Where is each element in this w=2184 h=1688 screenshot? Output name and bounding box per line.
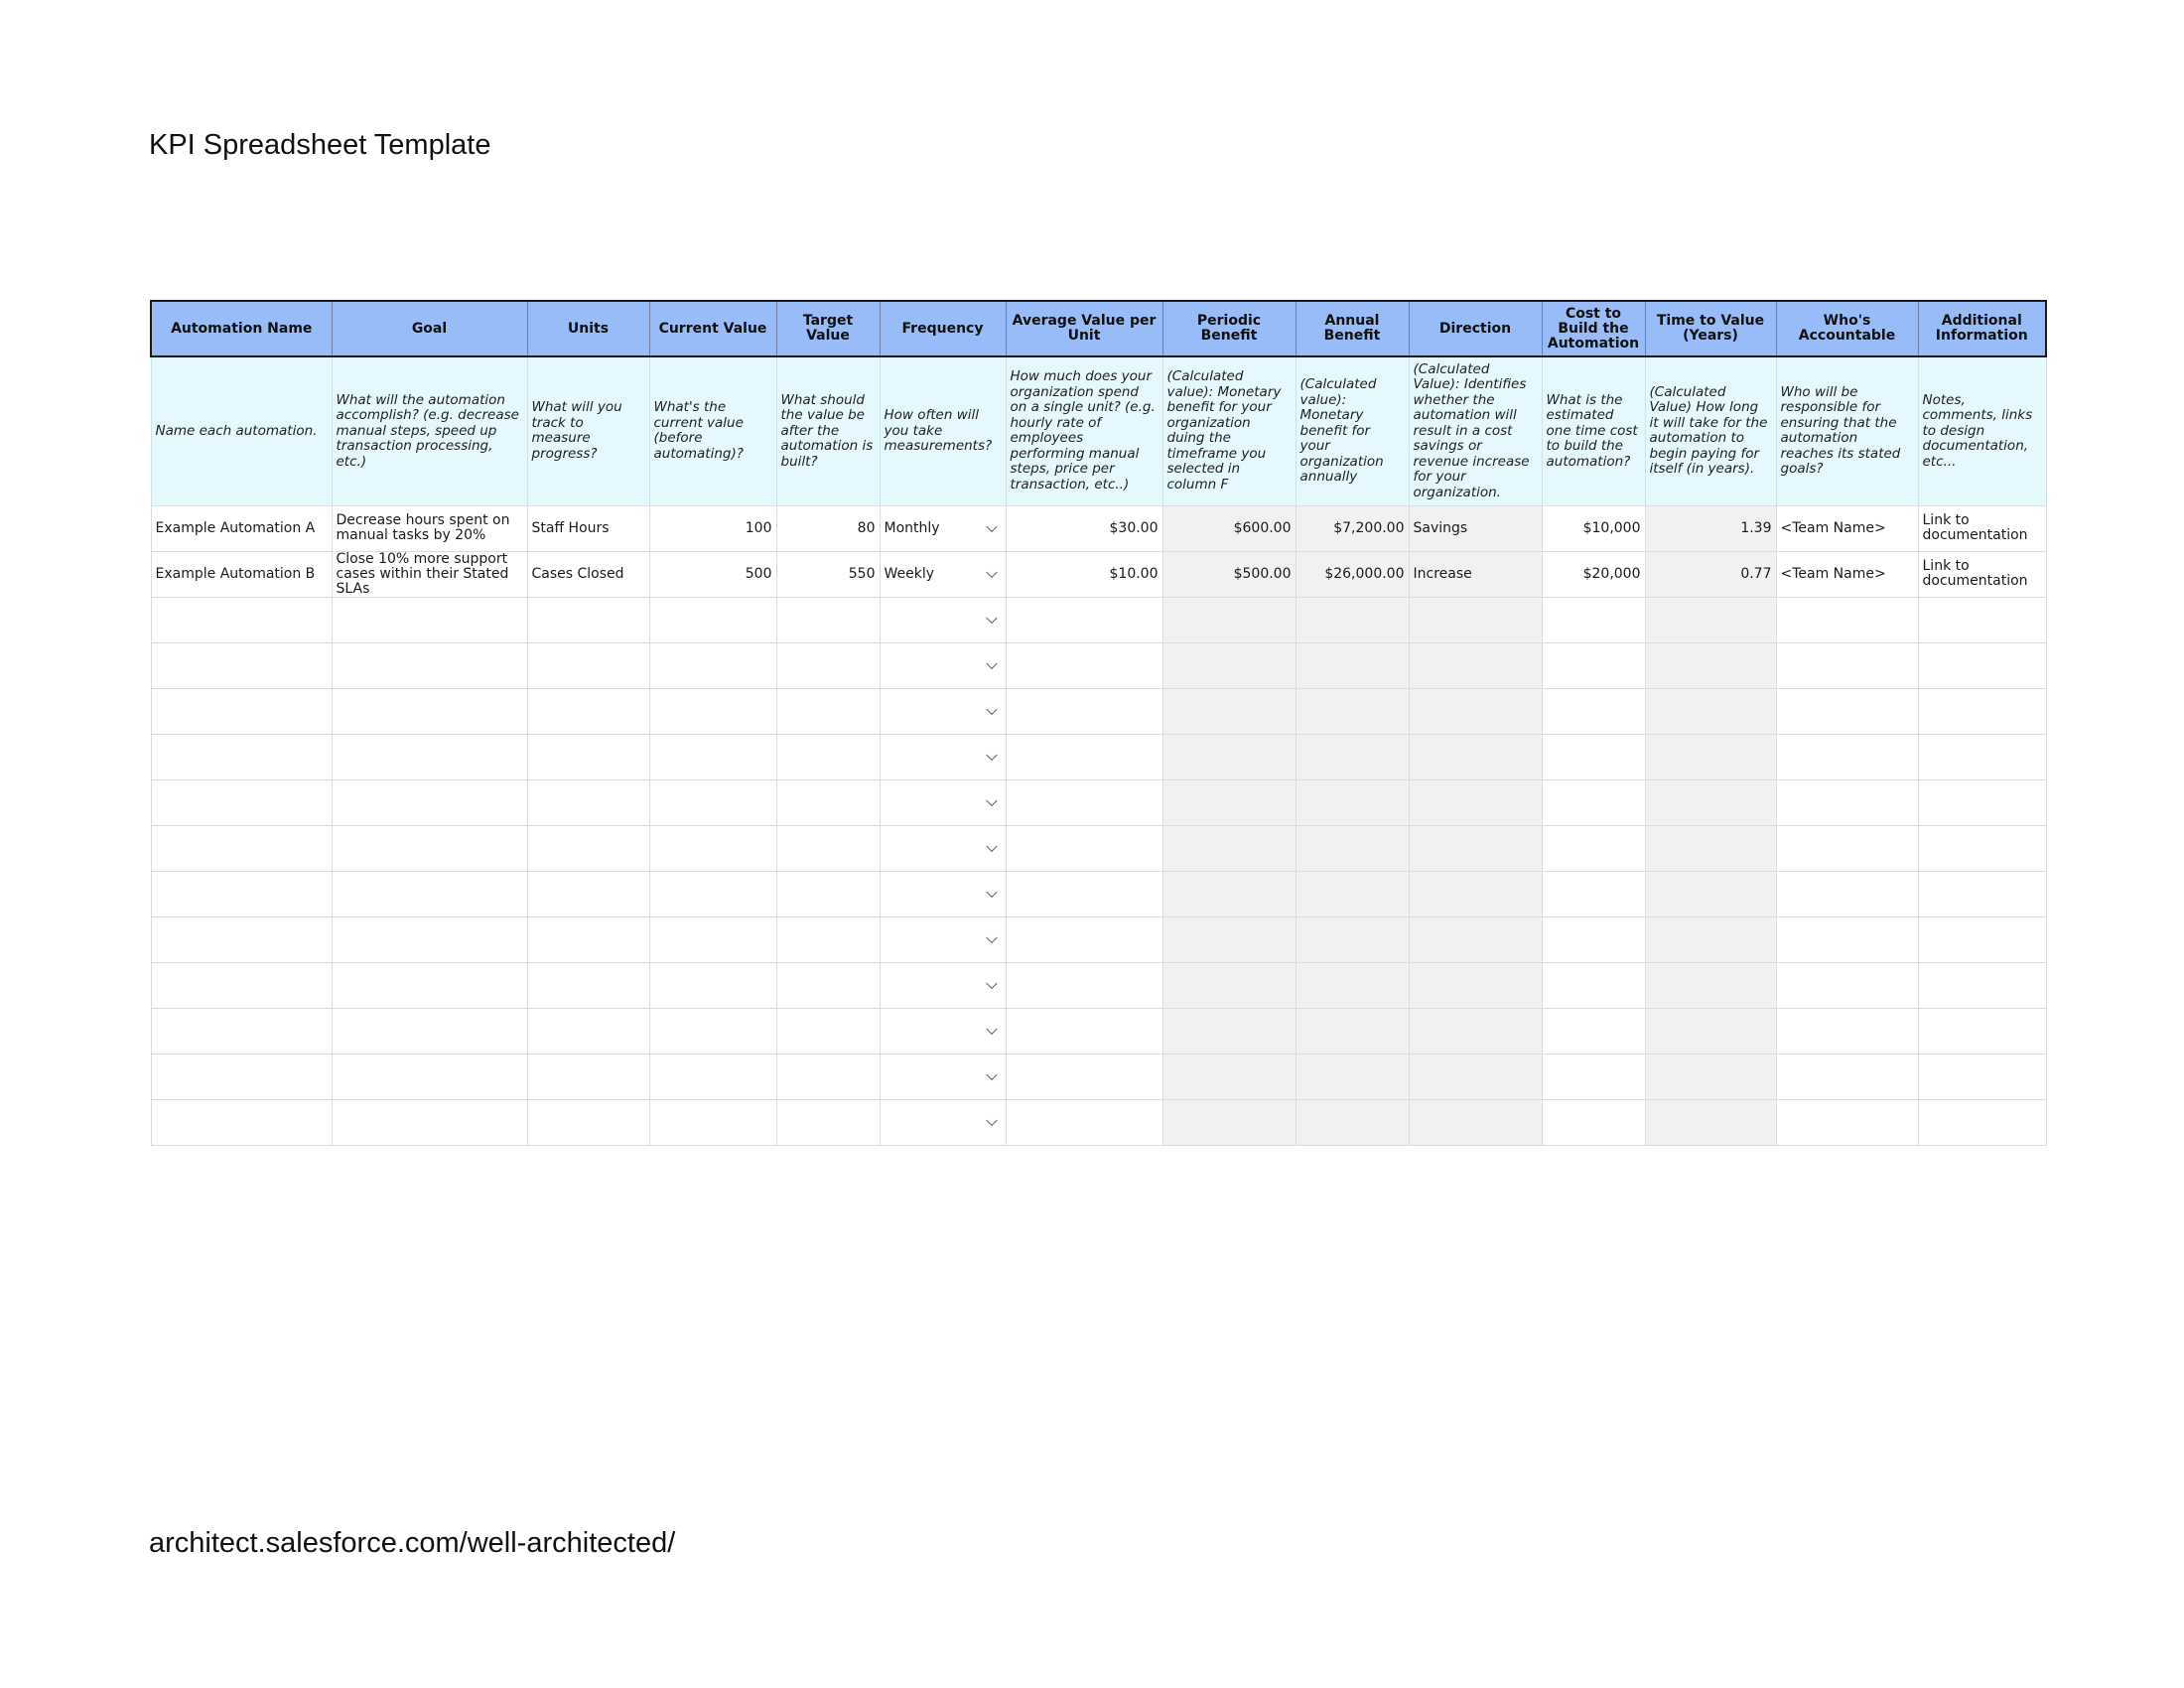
cell-cost-to-build-the-automation[interactable] xyxy=(1542,825,1645,871)
cell-periodic-benefit[interactable] xyxy=(1162,779,1296,825)
cell-who-s-accountable[interactable] xyxy=(1776,642,1918,688)
cell-units[interactable] xyxy=(527,825,649,871)
cell-time-to-value-years[interactable] xyxy=(1645,734,1776,779)
column-header-average-value-per-unit: Average Value per Unit xyxy=(1006,301,1162,356)
cell-units[interactable] xyxy=(527,779,649,825)
cell-current-value[interactable] xyxy=(649,688,776,734)
cell-periodic-benefit[interactable] xyxy=(1162,871,1296,916)
table-row xyxy=(151,505,2046,551)
frequency-dropdown[interactable] xyxy=(880,505,1006,551)
cell-average-value-per-unit[interactable] xyxy=(1006,916,1162,962)
description-cell-direction: (Calculated Value): Identifies whether the automation will result in a cost savings or revenue increase for your organization. xyxy=(1409,356,1542,505)
cell-target-value[interactable] xyxy=(776,642,880,688)
frequency-dropdown[interactable] xyxy=(880,871,1006,916)
cell-annual-benefit[interactable] xyxy=(1296,597,1409,642)
description-cell-time-to-value-years: (Calculated Value) How long it will take for the automation to begin paying for itself (in years). xyxy=(1645,356,1776,505)
table-row xyxy=(151,916,2046,962)
cell-periodic-benefit[interactable] xyxy=(1162,688,1296,734)
chevron-down-icon[interactable] xyxy=(986,1024,997,1035)
cell-cost-to-build-the-automation[interactable] xyxy=(1542,962,1645,1008)
cell-average-value-per-unit[interactable] xyxy=(1006,779,1162,825)
cell-goal[interactable] xyxy=(332,1008,527,1054)
cell-time-to-value-years[interactable] xyxy=(1645,642,1776,688)
description-cell-additional-information: Notes, comments, links to design documentation, etc... xyxy=(1918,356,2046,505)
chevron-down-icon[interactable] xyxy=(986,613,997,624)
frequency-dropdown[interactable] xyxy=(880,916,1006,962)
table-row xyxy=(151,642,2046,688)
cell-time-to-value-years[interactable] xyxy=(1645,1099,1776,1145)
cell-units[interactable] xyxy=(527,1054,649,1099)
cell-average-value-per-unit[interactable] xyxy=(1006,825,1162,871)
chevron-down-icon[interactable] xyxy=(986,658,997,669)
chevron-down-icon[interactable] xyxy=(986,932,997,943)
cell-automation-name[interactable] xyxy=(151,1099,332,1145)
cell-target-value[interactable] xyxy=(776,1099,880,1145)
description-cell-periodic-benefit: (Calculated value): Monetary benefit for your organization duing the timeframe you selected in column F xyxy=(1162,356,1296,505)
frequency-dropdown[interactable] xyxy=(880,779,1006,825)
cell-units[interactable] xyxy=(527,642,649,688)
cell-time-to-value-years[interactable] xyxy=(1645,962,1776,1008)
cell-who-s-accountable[interactable] xyxy=(1776,825,1918,871)
cell-direction[interactable] xyxy=(1409,916,1542,962)
frequency-value: Monthly xyxy=(884,519,940,536)
cell-cost-to-build-the-automation[interactable] xyxy=(1542,1054,1645,1099)
cell-units[interactable] xyxy=(527,597,649,642)
cell-cost-to-build-the-automation[interactable] xyxy=(1542,1099,1645,1145)
column-header-annual-benefit: Annual Benefit xyxy=(1296,301,1409,356)
cell-target-value[interactable] xyxy=(776,962,880,1008)
cell-additional-information[interactable]: Link to documentation xyxy=(1918,551,2046,597)
cell-time-to-value-years[interactable] xyxy=(1645,1054,1776,1099)
table-body xyxy=(151,356,2046,1145)
column-header-goal: Goal xyxy=(332,301,527,356)
cell-additional-information[interactable] xyxy=(1918,1008,2046,1054)
cell-who-s-accountable[interactable] xyxy=(1776,1008,1918,1054)
cell-time-to-value-years[interactable] xyxy=(1645,825,1776,871)
cell-who-s-accountable[interactable] xyxy=(1776,734,1918,779)
cell-annual-benefit[interactable] xyxy=(1296,1099,1409,1145)
cell-average-value-per-unit[interactable] xyxy=(1006,1054,1162,1099)
cell-current-value[interactable] xyxy=(649,1054,776,1099)
cell-current-value[interactable] xyxy=(649,642,776,688)
cell-additional-information[interactable] xyxy=(1918,688,2046,734)
cell-units[interactable]: Staff Hours xyxy=(527,505,649,551)
cell-periodic-benefit[interactable] xyxy=(1162,1008,1296,1054)
description-cell-average-value-per-unit: How much does your organization spend on a single unit? (e.g. hourly rate of employees performing manual steps, price per transaction, etc..) xyxy=(1006,356,1162,505)
cell-annual-benefit[interactable] xyxy=(1296,734,1409,779)
cell-current-value[interactable] xyxy=(649,779,776,825)
frequency-dropdown[interactable] xyxy=(880,734,1006,779)
cell-current-value[interactable] xyxy=(649,597,776,642)
cell-cost-to-build-the-automation[interactable] xyxy=(1542,597,1645,642)
cell-who-s-accountable[interactable] xyxy=(1776,962,1918,1008)
cell-automation-name[interactable] xyxy=(151,916,332,962)
cell-target-value[interactable]: 80 xyxy=(776,505,880,551)
cell-automation-name[interactable] xyxy=(151,779,332,825)
cell-automation-name[interactable] xyxy=(151,1008,332,1054)
frequency-dropdown[interactable] xyxy=(880,642,1006,688)
cell-automation-name[interactable] xyxy=(151,1054,332,1099)
description-cell-goal: What will the automation accomplish? (e.g. decrease manual steps, speed up transaction processing, etc.) xyxy=(332,356,527,505)
column-header-frequency: Frequency xyxy=(880,301,1006,356)
chevron-down-icon[interactable] xyxy=(986,841,997,852)
cell-target-value[interactable] xyxy=(776,916,880,962)
cell-periodic-benefit[interactable] xyxy=(1162,916,1296,962)
cell-annual-benefit[interactable] xyxy=(1296,642,1409,688)
table-row xyxy=(151,1054,2046,1099)
chevron-down-icon[interactable] xyxy=(986,887,997,898)
table-row xyxy=(151,688,2046,734)
cell-units[interactable] xyxy=(527,688,649,734)
cell-additional-information[interactable] xyxy=(1918,597,2046,642)
table-row xyxy=(151,825,2046,871)
cell-units[interactable] xyxy=(527,734,649,779)
cell-average-value-per-unit[interactable] xyxy=(1006,734,1162,779)
cell-average-value-per-unit[interactable]: $30.00 xyxy=(1006,505,1162,551)
table-row xyxy=(151,871,2046,916)
cell-goal[interactable] xyxy=(332,779,527,825)
table-row xyxy=(151,597,2046,642)
column-header-periodic-benefit: Periodic Benefit xyxy=(1162,301,1296,356)
cell-direction[interactable] xyxy=(1409,597,1542,642)
cell-cost-to-build-the-automation[interactable] xyxy=(1542,1008,1645,1054)
cell-goal[interactable] xyxy=(332,734,527,779)
cell-current-value[interactable] xyxy=(649,1008,776,1054)
chevron-down-icon[interactable] xyxy=(986,750,997,761)
table-row xyxy=(151,1099,2046,1145)
cell-additional-information[interactable] xyxy=(1918,642,2046,688)
cell-annual-benefit[interactable] xyxy=(1296,688,1409,734)
cell-annual-benefit[interactable] xyxy=(1296,962,1409,1008)
cell-goal[interactable] xyxy=(332,871,527,916)
frequency-dropdown[interactable] xyxy=(880,551,1006,597)
frequency-dropdown[interactable] xyxy=(880,825,1006,871)
cell-goal[interactable] xyxy=(332,916,527,962)
cell-current-value[interactable] xyxy=(649,871,776,916)
cell-target-value[interactable] xyxy=(776,734,880,779)
header-row xyxy=(151,301,2046,356)
cell-additional-information[interactable] xyxy=(1918,1099,2046,1145)
cell-periodic-benefit[interactable] xyxy=(1162,825,1296,871)
cell-direction[interactable] xyxy=(1409,779,1542,825)
cell-target-value[interactable] xyxy=(776,825,880,871)
cell-automation-name[interactable] xyxy=(151,825,332,871)
cell-direction[interactable] xyxy=(1409,825,1542,871)
cell-additional-information[interactable]: Link to documentation xyxy=(1918,505,2046,551)
cell-time-to-value-years[interactable]: 0.77 xyxy=(1645,551,1776,597)
frequency-dropdown[interactable] xyxy=(880,1054,1006,1099)
cell-additional-information[interactable] xyxy=(1918,779,2046,825)
cell-who-s-accountable[interactable] xyxy=(1776,1099,1918,1145)
cell-direction[interactable] xyxy=(1409,688,1542,734)
cell-goal[interactable] xyxy=(332,688,527,734)
cell-time-to-value-years[interactable] xyxy=(1645,871,1776,916)
description-cell-automation-name: Name each automation. xyxy=(151,356,332,505)
footer-url[interactable]: architect.salesforce.com/well-architected/ xyxy=(149,1527,676,1559)
frequency-dropdown[interactable] xyxy=(880,1008,1006,1054)
cell-units[interactable] xyxy=(527,962,649,1008)
column-header-current-value: Current Value xyxy=(649,301,776,356)
cell-average-value-per-unit[interactable] xyxy=(1006,962,1162,1008)
table-row xyxy=(151,1008,2046,1054)
cell-time-to-value-years[interactable] xyxy=(1645,1008,1776,1054)
cell-additional-information[interactable] xyxy=(1918,871,2046,916)
cell-goal[interactable] xyxy=(332,597,527,642)
cell-target-value[interactable] xyxy=(776,1008,880,1054)
cell-automation-name[interactable]: Example Automation B xyxy=(151,551,332,597)
cell-automation-name[interactable] xyxy=(151,642,332,688)
description-cell-current-value: What's the current value (before automating)? xyxy=(649,356,776,505)
cell-current-value[interactable] xyxy=(649,962,776,1008)
cell-current-value[interactable] xyxy=(649,734,776,779)
description-cell-units: What will you track to measure progress? xyxy=(527,356,649,505)
kpi-table xyxy=(150,300,2047,1146)
cell-cost-to-build-the-automation[interactable] xyxy=(1542,734,1645,779)
cell-units[interactable] xyxy=(527,1099,649,1145)
cell-periodic-benefit[interactable]: $500.00 xyxy=(1162,551,1296,597)
chevron-down-icon[interactable] xyxy=(986,795,997,806)
column-header-additional-information: Additional Information xyxy=(1918,301,2046,356)
cell-time-to-value-years[interactable]: 1.39 xyxy=(1645,505,1776,551)
cell-goal[interactable] xyxy=(332,1054,527,1099)
column-header-units: Units xyxy=(527,301,649,356)
cell-who-s-accountable[interactable]: <Team Name> xyxy=(1776,551,1918,597)
cell-units[interactable] xyxy=(527,916,649,962)
cell-direction[interactable] xyxy=(1409,1054,1542,1099)
cell-average-value-per-unit[interactable] xyxy=(1006,597,1162,642)
cell-automation-name[interactable] xyxy=(151,734,332,779)
cell-cost-to-build-the-automation[interactable]: $10,000 xyxy=(1542,505,1645,551)
cell-target-value[interactable]: 550 xyxy=(776,551,880,597)
cell-periodic-benefit[interactable] xyxy=(1162,734,1296,779)
cell-annual-benefit[interactable] xyxy=(1296,779,1409,825)
cell-target-value[interactable] xyxy=(776,1054,880,1099)
frequency-dropdown[interactable] xyxy=(880,688,1006,734)
cell-goal[interactable]: Close 10% more support cases within their Stated SLAs xyxy=(332,551,527,597)
frequency-dropdown[interactable] xyxy=(880,597,1006,642)
cell-average-value-per-unit[interactable]: $10.00 xyxy=(1006,551,1162,597)
cell-additional-information[interactable] xyxy=(1918,962,2046,1008)
cell-automation-name[interactable] xyxy=(151,871,332,916)
cell-cost-to-build-the-automation[interactable] xyxy=(1542,871,1645,916)
chevron-down-icon[interactable] xyxy=(986,704,997,715)
cell-target-value[interactable] xyxy=(776,779,880,825)
cell-units[interactable] xyxy=(527,871,649,916)
table-row xyxy=(151,551,2046,597)
cell-current-value[interactable] xyxy=(649,825,776,871)
description-cell-annual-benefit: (Calculated value): Monetary benefit for your organization annually xyxy=(1296,356,1409,505)
frequency-dropdown[interactable] xyxy=(880,1099,1006,1145)
cell-who-s-accountable[interactable] xyxy=(1776,871,1918,916)
cell-periodic-benefit[interactable] xyxy=(1162,642,1296,688)
cell-direction[interactable] xyxy=(1409,1099,1542,1145)
column-header-time-to-value-years: Time to Value (Years) xyxy=(1645,301,1776,356)
cell-goal[interactable]: Decrease hours spent on manual tasks by 20% xyxy=(332,505,527,551)
cell-direction[interactable] xyxy=(1409,962,1542,1008)
cell-direction[interactable] xyxy=(1409,1008,1542,1054)
cell-time-to-value-years[interactable] xyxy=(1645,916,1776,962)
cell-additional-information[interactable] xyxy=(1918,734,2046,779)
cell-who-s-accountable[interactable] xyxy=(1776,779,1918,825)
column-header-who-s-accountable: Who's Accountable xyxy=(1776,301,1918,356)
frequency-value: Weekly xyxy=(884,565,935,582)
cell-direction[interactable] xyxy=(1409,871,1542,916)
cell-goal[interactable] xyxy=(332,642,527,688)
description-cell-who-s-accountable: Who will be responsible for ensuring that the automation reaches its stated goals? xyxy=(1776,356,1918,505)
table-row xyxy=(151,962,2046,1008)
cell-average-value-per-unit[interactable] xyxy=(1006,1008,1162,1054)
cell-annual-benefit[interactable] xyxy=(1296,916,1409,962)
chevron-down-icon[interactable] xyxy=(986,1115,997,1126)
cell-periodic-benefit[interactable] xyxy=(1162,1054,1296,1099)
cell-periodic-benefit[interactable] xyxy=(1162,1099,1296,1145)
column-header-cost-to-build-the-automation: Cost to Build the Automation xyxy=(1542,301,1645,356)
description-row xyxy=(151,356,2046,505)
cell-target-value[interactable] xyxy=(776,688,880,734)
cell-goal[interactable] xyxy=(332,962,527,1008)
cell-annual-benefit[interactable] xyxy=(1296,1054,1409,1099)
cell-annual-benefit[interactable] xyxy=(1296,1008,1409,1054)
cell-direction[interactable]: Savings xyxy=(1409,505,1542,551)
cell-cost-to-build-the-automation[interactable]: $20,000 xyxy=(1542,551,1645,597)
cell-annual-benefit[interactable]: $26,000.00 xyxy=(1296,551,1409,597)
chevron-down-icon[interactable] xyxy=(986,978,997,989)
cell-who-s-accountable[interactable] xyxy=(1776,597,1918,642)
cell-time-to-value-years[interactable] xyxy=(1645,779,1776,825)
description-cell-cost-to-build-the-automation: What is the estimated one time cost to build the automation? xyxy=(1542,356,1645,505)
cell-direction[interactable] xyxy=(1409,642,1542,688)
cell-direction[interactable] xyxy=(1409,734,1542,779)
cell-direction[interactable]: Increase xyxy=(1409,551,1542,597)
page-title: KPI Spreadsheet Template xyxy=(149,129,491,161)
cell-cost-to-build-the-automation[interactable] xyxy=(1542,642,1645,688)
cell-average-value-per-unit[interactable] xyxy=(1006,642,1162,688)
cell-who-s-accountable[interactable] xyxy=(1776,1054,1918,1099)
cell-cost-to-build-the-automation[interactable] xyxy=(1542,779,1645,825)
cell-target-value[interactable] xyxy=(776,597,880,642)
cell-cost-to-build-the-automation[interactable] xyxy=(1542,916,1645,962)
table-row xyxy=(151,779,2046,825)
column-header-automation-name: Automation Name xyxy=(151,301,332,356)
cell-units[interactable]: Cases Closed xyxy=(527,551,649,597)
cell-current-value[interactable] xyxy=(649,1099,776,1145)
chevron-down-icon[interactable] xyxy=(986,1069,997,1080)
cell-average-value-per-unit[interactable] xyxy=(1006,1099,1162,1145)
cell-annual-benefit[interactable] xyxy=(1296,871,1409,916)
cell-additional-information[interactable] xyxy=(1918,825,2046,871)
cell-target-value[interactable] xyxy=(776,871,880,916)
cell-goal[interactable] xyxy=(332,825,527,871)
cell-time-to-value-years[interactable] xyxy=(1645,688,1776,734)
cell-periodic-benefit[interactable] xyxy=(1162,597,1296,642)
cell-average-value-per-unit[interactable] xyxy=(1006,688,1162,734)
cell-automation-name[interactable] xyxy=(151,962,332,1008)
cell-automation-name[interactable] xyxy=(151,597,332,642)
cell-automation-name[interactable]: Example Automation A xyxy=(151,505,332,551)
cell-automation-name[interactable] xyxy=(151,688,332,734)
cell-additional-information[interactable] xyxy=(1918,916,2046,962)
frequency-dropdown[interactable] xyxy=(880,962,1006,1008)
cell-current-value[interactable]: 100 xyxy=(649,505,776,551)
cell-who-s-accountable[interactable] xyxy=(1776,688,1918,734)
cell-periodic-benefit[interactable] xyxy=(1162,962,1296,1008)
cell-who-s-accountable[interactable] xyxy=(1776,916,1918,962)
cell-average-value-per-unit[interactable] xyxy=(1006,871,1162,916)
cell-annual-benefit[interactable] xyxy=(1296,825,1409,871)
table-row xyxy=(151,734,2046,779)
cell-annual-benefit[interactable]: $7,200.00 xyxy=(1296,505,1409,551)
column-header-target-value: Target Value xyxy=(776,301,880,356)
cell-periodic-benefit[interactable]: $600.00 xyxy=(1162,505,1296,551)
cell-time-to-value-years[interactable] xyxy=(1645,597,1776,642)
column-header-direction: Direction xyxy=(1409,301,1542,356)
cell-cost-to-build-the-automation[interactable] xyxy=(1542,688,1645,734)
cell-current-value[interactable]: 500 xyxy=(649,551,776,597)
cell-who-s-accountable[interactable]: <Team Name> xyxy=(1776,505,1918,551)
description-cell-target-value: What should the value be after the automation is built? xyxy=(776,356,880,505)
cell-additional-information[interactable] xyxy=(1918,1054,2046,1099)
description-cell-frequency: How often will you take measurements? xyxy=(880,356,1006,505)
cell-current-value[interactable] xyxy=(649,916,776,962)
cell-goal[interactable] xyxy=(332,1099,527,1145)
cell-units[interactable] xyxy=(527,1008,649,1054)
